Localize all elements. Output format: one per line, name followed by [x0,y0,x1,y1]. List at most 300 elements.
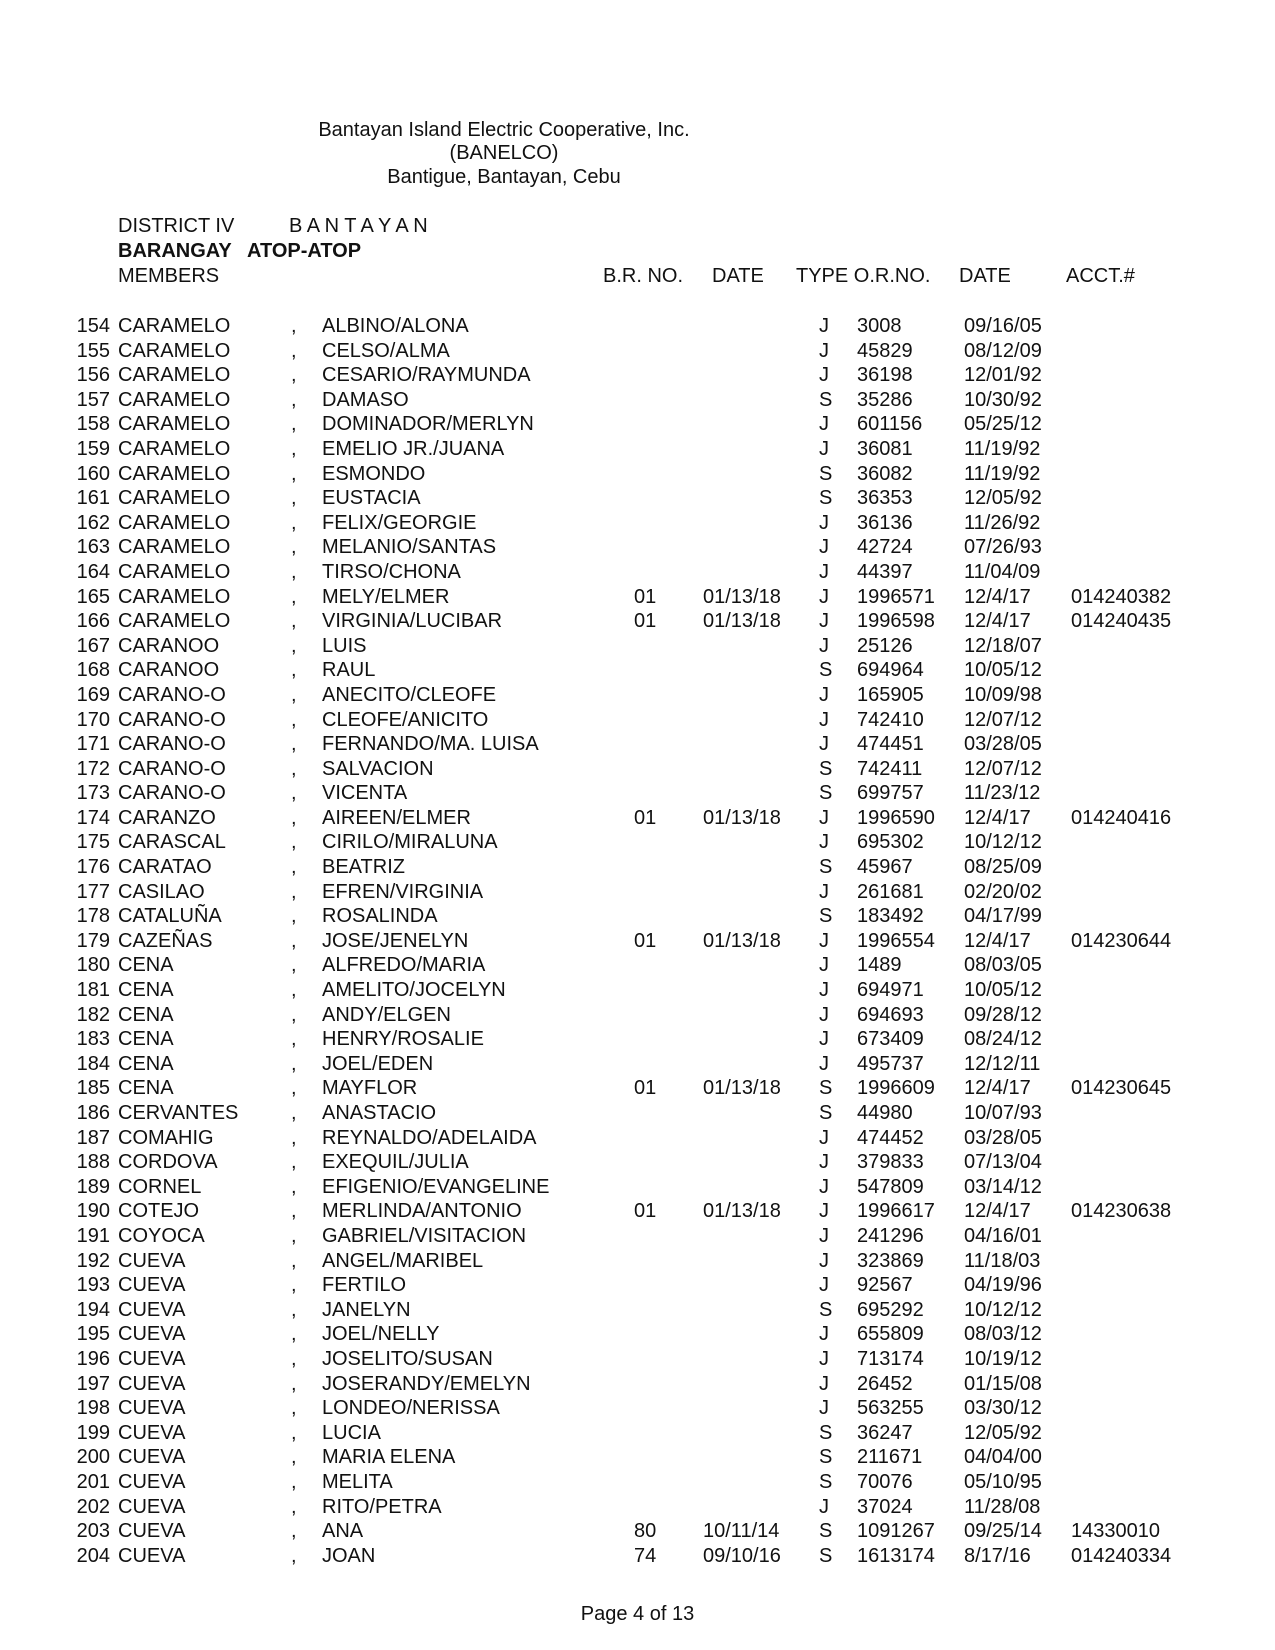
col-header-date: DATE [712,265,764,287]
or-date: 11/18/03 [964,1249,1041,1272]
or-date: 12/4/17 [964,1077,1031,1100]
or-number: 42724 [857,536,913,559]
or-number: 495737 [857,1052,924,1075]
or-date: 04/16/01 [964,1224,1042,1247]
member-last-name: CARAMELO [118,462,231,485]
or-number: 37024 [857,1495,913,1518]
member-number: 173 [76,782,110,805]
or-number: 547809 [857,1175,924,1198]
name-separator: , [291,487,297,510]
or-number: 261681 [857,880,924,903]
name-separator: , [291,831,297,854]
name-separator: , [291,388,297,411]
member-last-name: CARAMELO [118,339,231,362]
or-date: 10/12/12 [964,831,1042,854]
membership-type: J [819,1495,829,1518]
member-first-names: RITO/PETRA [322,1495,442,1518]
member-first-names: EXEQUIL/JULIA [322,1151,469,1174]
membership-type: S [819,1077,833,1100]
account-number: 14330010 [1071,1520,1160,1543]
member-last-name: CUEVA [118,1421,186,1444]
table-row [0,1519,1275,1544]
membership-type: S [819,905,833,928]
membership-type: S [819,782,833,805]
or-date: 10/09/98 [964,683,1042,706]
br-date: 01/13/18 [703,610,781,633]
member-last-name: CARAMELO [118,315,231,337]
or-date: 12/4/17 [964,1200,1031,1223]
member-last-name: CASILAO [118,880,205,903]
table-row [0,1224,1275,1249]
member-number: 172 [76,757,110,780]
table-row [0,388,1275,413]
barangay-value: ATOP-ATOP [247,240,362,262]
member-last-name: CENA [118,1028,174,1051]
member-last-name: CARANO-O [118,733,226,756]
name-separator: , [291,1520,297,1543]
membership-type: S [819,757,833,780]
member-first-names: VIRGINIA/LUCIBAR [322,610,503,633]
name-separator: , [291,1126,297,1149]
membership-type: J [819,683,829,706]
member-first-names: ANA [322,1520,364,1543]
table-row [0,363,1275,388]
or-number: 36082 [857,462,913,485]
or-date: 12/07/12 [964,708,1042,731]
member-last-name: CORNEL [118,1175,202,1198]
br-number: 01 [634,1077,657,1100]
member-first-names: RAUL [322,659,376,682]
membership-type: J [819,806,829,829]
member-last-name: CARAMELO [118,413,231,436]
or-date: 11/04/09 [964,560,1041,583]
member-last-name: CORDOVA [118,1151,218,1174]
or-number: 211671 [857,1446,923,1469]
member-last-name: CARAMELO [118,560,231,583]
member-first-names: EFREN/VIRGINIA [322,880,484,903]
name-separator: , [291,1446,297,1469]
member-last-name: CARAMELO [118,364,231,387]
name-separator: , [291,315,297,337]
name-separator: , [291,806,297,829]
or-date: 12/4/17 [964,610,1031,633]
member-number: 180 [76,954,110,977]
member-last-name: CARASCAL [118,831,226,854]
member-number: 198 [76,1397,110,1420]
or-date: 10/19/12 [964,1347,1042,1370]
name-separator: , [291,856,297,879]
name-separator: , [291,757,297,780]
table-row [0,535,1275,560]
or-date: 05/25/12 [964,413,1042,436]
membership-type: J [819,610,829,633]
name-separator: , [291,339,297,362]
member-first-names: LUIS [322,634,367,657]
member-number: 185 [76,1077,110,1100]
member-first-names: MELY/ELMER [322,585,450,608]
or-date: 08/24/12 [964,1028,1042,1051]
br-date: 01/13/18 [703,585,781,608]
member-last-name: CARAMELO [118,536,231,559]
or-number: 36136 [857,511,913,534]
member-first-names: MARIA ELENA [322,1446,456,1469]
membership-type: S [819,856,833,879]
member-last-name: COTEJO [118,1200,200,1223]
membership-type: J [819,585,829,608]
or-number: 695302 [857,831,924,854]
membership-type: S [819,1544,833,1567]
br-date: 01/13/18 [703,929,781,952]
account-number: 014240382 [1071,585,1172,608]
membership-type: J [819,634,829,657]
name-separator: , [291,659,297,682]
membership-type: S [819,659,833,682]
name-separator: , [291,1372,297,1395]
member-first-names: BEATRIZ [322,856,405,879]
member-number: 191 [76,1224,110,1247]
table-row [0,1396,1275,1421]
br-number: 01 [634,1200,657,1223]
or-date: 03/28/05 [964,733,1042,756]
or-date: 12/4/17 [964,929,1031,952]
member-first-names: MAYFLOR [322,1077,418,1100]
membership-type: J [819,979,829,1002]
name-separator: , [291,880,297,903]
br-number: 01 [634,929,657,952]
name-separator: , [291,1102,297,1124]
or-number: 45829 [857,339,913,362]
or-number: 694693 [857,1003,924,1026]
member-number: 190 [76,1200,110,1223]
member-last-name: CENA [118,954,174,977]
table-row [0,781,1275,806]
or-date: 12/05/92 [964,1421,1042,1444]
membership-type: S [819,1421,833,1444]
name-separator: , [291,511,297,534]
col-header-br-no: B.R. NO. [603,265,684,287]
member-first-names: JOSERANDY/EMELYN [322,1372,531,1395]
membership-type: J [819,1151,829,1174]
or-date: 11/23/12 [964,782,1041,805]
membership-type: S [819,388,833,411]
table-row [0,1470,1275,1495]
or-date: 08/25/09 [964,856,1042,879]
name-separator: , [291,462,297,485]
member-number: 159 [76,437,110,460]
or-date: 10/07/93 [964,1102,1042,1124]
membership-type: J [819,1175,829,1198]
name-separator: , [291,1077,297,1100]
member-number: 169 [76,683,110,706]
member-number: 175 [76,831,110,854]
or-date: 05/10/95 [964,1470,1042,1493]
account-number: 014240334 [1071,1544,1172,1567]
br-number: 01 [634,806,657,829]
member-number: 204 [76,1544,110,1567]
table-row [0,1150,1275,1175]
or-date: 07/26/93 [964,536,1042,559]
membership-type: J [819,1274,829,1297]
table-row [0,1322,1275,1347]
member-last-name: CARAMELO [118,585,231,608]
name-separator: , [291,413,297,436]
member-number: 168 [76,659,110,682]
or-number: 474451 [857,733,924,756]
or-date: 04/04/00 [964,1446,1042,1469]
or-number: 1091267 [857,1520,935,1543]
or-number: 474452 [857,1126,924,1149]
name-separator: , [291,929,297,952]
member-last-name: CARANOO [118,659,220,682]
or-date: 02/20/02 [964,880,1042,903]
membership-type: J [819,364,829,387]
member-number: 161 [76,487,110,510]
member-number: 155 [76,339,110,362]
or-date: 03/30/12 [964,1397,1042,1420]
or-number: 70076 [857,1470,913,1493]
member-number: 182 [76,1003,110,1026]
membership-type: J [819,1224,829,1247]
membership-type: J [819,733,829,756]
or-date: 10/05/12 [964,979,1042,1002]
member-first-names: JOAN [322,1544,376,1567]
or-date: 12/12/11 [964,1052,1041,1075]
member-last-name: CARANOO [118,634,220,657]
or-date: 08/12/09 [964,339,1042,362]
or-number: 699757 [857,782,924,805]
name-separator: , [291,683,297,706]
member-first-names: VICENTA [322,782,408,805]
name-separator: , [291,1028,297,1051]
name-separator: , [291,905,297,928]
or-number: 3008 [857,315,902,337]
account-number: 014230638 [1071,1200,1172,1223]
member-last-name: CUEVA [118,1372,186,1395]
member-first-names: AIREEN/ELMER [322,806,471,829]
name-separator: , [291,1298,297,1321]
member-first-names: LUCIA [322,1421,381,1444]
name-separator: , [291,1544,297,1567]
or-number: 45967 [857,856,913,879]
member-last-name: CARANO-O [118,683,226,706]
or-number: 713174 [857,1347,924,1370]
account-number: 014240416 [1071,806,1172,829]
table-row [0,609,1275,634]
name-separator: , [291,634,297,657]
member-last-name: CUEVA [118,1323,186,1346]
member-number: 167 [76,634,110,657]
membership-type: J [819,315,829,337]
member-last-name: CUEVA [118,1347,186,1370]
or-number: 1613174 [857,1544,935,1567]
table-row [0,1027,1275,1052]
member-last-name: CENA [118,1077,174,1100]
member-number: 189 [76,1175,110,1198]
name-separator: , [291,585,297,608]
name-separator: , [291,1274,297,1297]
name-separator: , [291,1421,297,1444]
member-first-names: JOSE/JENELYN [322,929,469,952]
br-number: 80 [634,1520,657,1543]
table-row [0,486,1275,511]
membership-type: S [819,1520,833,1543]
member-last-name: CARAMELO [118,388,231,411]
member-first-names: ANDY/ELGEN [322,1003,451,1026]
member-last-name: CERVANTES [118,1102,239,1124]
membership-type: J [819,1372,829,1395]
member-last-name: CARAMELO [118,610,231,633]
or-number: 742411 [857,757,923,780]
member-first-names: ALBINO/ALONA [322,315,469,337]
member-number: 184 [76,1052,110,1075]
member-number: 203 [76,1520,110,1543]
or-number: 1996598 [857,610,935,633]
member-number: 158 [76,413,110,436]
member-first-names: MELITA [322,1470,393,1493]
member-last-name: COMAHIG [118,1126,214,1149]
or-number: 323869 [857,1249,924,1272]
br-number: 01 [634,610,657,633]
table-row [0,1273,1275,1298]
member-last-name: CARANO-O [118,757,226,780]
br-date: 01/13/18 [703,1077,781,1100]
table-row [0,1445,1275,1470]
member-last-name: CENA [118,1003,174,1026]
name-separator: , [291,1495,297,1518]
table-row [0,462,1275,487]
or-number: 1996617 [857,1200,935,1223]
membership-type: J [819,1249,829,1272]
table-row [0,634,1275,659]
or-number: 36081 [857,437,913,460]
table-row [0,806,1275,831]
member-last-name: CARAMELO [118,487,231,510]
page-number: Page 4 of 13 [580,1603,695,1625]
member-number: 165 [76,585,110,608]
member-last-name: CUEVA [118,1397,186,1420]
table-row [0,1421,1275,1446]
member-first-names: GABRIEL/VISITACION [322,1224,527,1247]
member-number: 177 [76,880,110,903]
or-number: 379833 [857,1151,924,1174]
membership-type: J [819,1200,829,1223]
member-first-names: LONDEO/NERISSA [322,1397,500,1420]
table-row [0,437,1275,462]
member-number: 178 [76,905,110,928]
member-number: 183 [76,1028,110,1051]
br-number: 74 [634,1544,657,1567]
membership-type: J [819,339,829,362]
table-row [0,511,1275,536]
barangay-label: BARANGAY [118,240,232,262]
or-date: 09/28/12 [964,1003,1042,1026]
br-date: 09/10/16 [703,1544,781,1567]
name-separator: , [291,1470,297,1493]
member-number: 179 [76,929,110,952]
member-first-names: ESMONDO [322,462,426,485]
or-date: 12/4/17 [964,585,1031,608]
member-last-name: CARANO-O [118,708,226,731]
or-number: 36353 [857,487,913,510]
member-first-names: FELIX/GEORGIE [322,511,477,534]
membership-type: J [819,1347,829,1370]
member-last-name: CUEVA [118,1520,186,1543]
or-date: 07/13/04 [964,1151,1042,1174]
member-last-name: CUEVA [118,1249,186,1272]
table-row [0,708,1275,733]
or-date: 09/25/14 [964,1520,1042,1543]
membership-type: J [819,929,829,952]
members-table [0,314,1275,1568]
or-date: 10/30/92 [964,388,1042,411]
table-row [0,1495,1275,1520]
or-number: 35286 [857,388,913,411]
member-last-name: CUEVA [118,1544,186,1567]
table-row [0,1101,1275,1126]
membership-type: J [819,1003,829,1026]
member-last-name: CUEVA [118,1470,186,1493]
member-first-names: FERNANDO/MA. LUISA [322,733,539,756]
table-row [0,904,1275,929]
member-first-names: CELSO/ALMA [322,339,450,362]
or-number: 36198 [857,364,913,387]
or-number: 44980 [857,1102,913,1124]
table-row [0,1372,1275,1397]
membership-type: S [819,1102,833,1124]
name-separator: , [291,1397,297,1420]
membership-type: J [819,708,829,731]
member-last-name: CENA [118,979,174,1002]
or-date: 03/28/05 [964,1126,1042,1149]
or-date: 08/03/12 [964,1323,1042,1346]
table-row [0,978,1275,1003]
table-row [0,880,1275,905]
or-number: 26452 [857,1372,913,1395]
member-number: 188 [76,1151,110,1174]
member-first-names: ANECITO/CLEOFE [322,683,497,706]
name-separator: , [291,560,297,583]
name-separator: , [291,782,297,805]
district-value: B A N T A Y A N [289,215,428,237]
or-number: 92567 [857,1274,913,1297]
membership-type: J [819,831,829,854]
member-first-names: MELANIO/SANTAS [322,536,497,559]
or-number: 742410 [857,708,924,731]
membership-type: J [819,413,829,436]
or-date: 10/05/12 [964,659,1042,682]
table-row [0,1052,1275,1077]
member-first-names: ANGEL/MARIBEL [322,1249,484,1272]
col-header-date2: DATE [959,265,1011,287]
table-row [0,1175,1275,1200]
or-date: 01/15/08 [964,1372,1042,1395]
member-number: 174 [76,806,110,829]
member-number: 166 [76,610,110,633]
or-number: 1996554 [857,929,935,952]
or-date: 12/18/07 [964,634,1042,657]
name-separator: , [291,1200,297,1223]
name-separator: , [291,733,297,756]
or-number: 601156 [857,413,923,436]
member-number: 194 [76,1298,110,1321]
membership-type: S [819,1470,833,1493]
member-number: 156 [76,364,110,387]
membership-type: J [819,1397,829,1420]
member-number: 192 [76,1249,110,1272]
or-date: 12/4/17 [964,806,1031,829]
member-first-names: MERLINDA/ANTONIO [322,1200,522,1223]
member-first-names: AMELITO/JOCELYN [322,979,506,1002]
